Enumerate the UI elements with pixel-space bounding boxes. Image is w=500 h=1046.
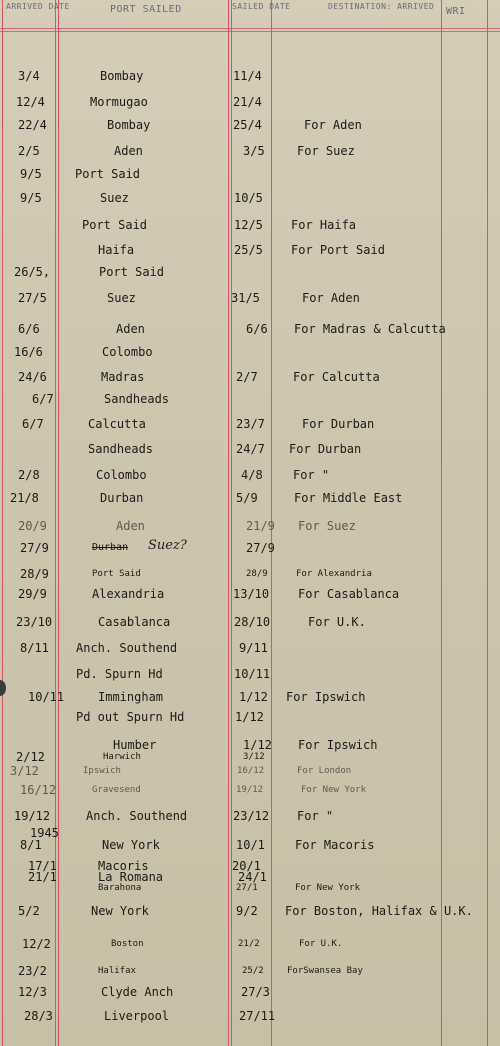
row-dest: For Haifa xyxy=(291,218,357,232)
punch-hole xyxy=(0,680,6,696)
header-rule xyxy=(0,28,500,29)
row-arrived: 19/12 xyxy=(14,809,51,823)
row-sailed: 25/2 xyxy=(242,966,264,976)
row-arrived: 3/12 xyxy=(10,764,39,778)
row-sailed: 1/12 xyxy=(235,710,264,724)
row-arrived: 10/11 xyxy=(28,690,65,704)
column-rule xyxy=(58,0,59,1046)
row-arrived: 28/3 xyxy=(24,1009,53,1023)
row-port: Port Said xyxy=(99,265,165,279)
row-port: Pd. Spurn Hd xyxy=(76,667,163,681)
row-arrived: 2/12 xyxy=(16,750,45,764)
row-dest: For Macoris xyxy=(295,838,375,852)
row-sailed: 27/3 xyxy=(241,985,270,999)
row-arrived: 21/1 xyxy=(28,870,57,884)
row-port: Durban xyxy=(100,491,144,505)
column-rule xyxy=(441,0,442,1046)
row-sailed: 2/7 xyxy=(236,370,258,384)
row-dest: For New York xyxy=(301,785,367,795)
row-port: Port Said xyxy=(82,218,148,232)
row-sailed: 16/12 xyxy=(237,766,265,776)
row-sailed: 23/12 xyxy=(233,809,270,823)
row-dest: For Casablanca xyxy=(298,587,400,601)
row-dest: For Port Said xyxy=(291,243,385,257)
row-sailed: 13/10 xyxy=(233,587,270,601)
column-rule xyxy=(55,0,56,1046)
row-sailed: 9/11 xyxy=(239,641,268,655)
row-dest: For Ipswich xyxy=(286,690,366,704)
row-dest: For New York xyxy=(295,883,361,893)
row-arrived: 16/12 xyxy=(20,783,57,797)
column-rule xyxy=(228,0,229,1046)
row-sailed: 10/11 xyxy=(234,667,271,681)
row-port: Colombo xyxy=(102,345,153,359)
row-sailed: 27/11 xyxy=(239,1009,276,1023)
row-sailed: 5/9 xyxy=(236,491,258,505)
row-port: Madras xyxy=(101,370,145,384)
row-dest: For " xyxy=(293,468,330,482)
header-destination: DESTINATION: ARRIVED xyxy=(328,2,435,11)
row-sailed: 23/7 xyxy=(236,417,265,431)
row-sailed: 1/12 xyxy=(243,738,272,752)
row-sailed: 25/4 xyxy=(233,118,262,132)
row-arrived: 23/10 xyxy=(16,615,53,629)
row-dest: For U.K. xyxy=(299,939,343,949)
row-arrived: 17/1 xyxy=(28,859,57,873)
row-port: Barahona xyxy=(98,883,142,893)
row-arrived: 12/2 xyxy=(22,937,51,951)
row-port: Durban xyxy=(92,542,129,553)
row-dest: For Calcutta xyxy=(293,370,380,384)
header-rule-2 xyxy=(0,31,500,32)
row-port: Humber xyxy=(113,738,157,752)
row-arrived: 21/8 xyxy=(10,491,39,505)
row-dest: For Durban xyxy=(289,442,362,456)
row-sailed: 19/12 xyxy=(236,785,264,795)
row-sailed: 6/6 xyxy=(246,322,268,336)
row-port: Haifa xyxy=(98,243,135,257)
row-dest: For Middle East xyxy=(294,491,403,505)
row-sailed: 3/5 xyxy=(243,144,265,158)
row-arrived: 6/6 xyxy=(18,322,40,336)
row-port: Suez xyxy=(107,291,136,305)
row-arrived: 1945 xyxy=(30,826,59,840)
row-dest: For Ipswich xyxy=(298,738,378,752)
row-port: Colombo xyxy=(96,468,147,482)
row-dest: For Aden xyxy=(302,291,360,305)
header-sailed: SAILED DATE xyxy=(232,2,291,11)
row-arrived: 12/3 xyxy=(18,985,47,999)
row-port: Gravesend xyxy=(92,785,141,795)
row-sailed: 28/9 xyxy=(246,569,268,579)
row-sailed: 10/5 xyxy=(234,191,263,205)
row-sailed: 31/5 xyxy=(231,291,260,305)
row-arrived: 3/4 xyxy=(18,69,40,83)
row-port: Harwich xyxy=(103,752,141,762)
row-port: Sandheads xyxy=(104,392,170,406)
row-dest: For Alexandria xyxy=(296,569,372,579)
row-port: Alexandria xyxy=(92,587,165,601)
row-dest: For Durban xyxy=(302,417,375,431)
row-dest: ForSwansea Bay xyxy=(287,966,363,976)
row-arrived: 12/4 xyxy=(16,95,45,109)
row-arrived: 20/9 xyxy=(18,519,47,533)
row-sailed: 10/1 xyxy=(236,838,265,852)
row-port: Port Said xyxy=(75,167,141,181)
row-arrived: 24/6 xyxy=(18,370,47,384)
row-port: Aden xyxy=(116,322,145,336)
row-sailed: 20/1 xyxy=(232,859,261,873)
row-port: Bombay xyxy=(107,118,151,132)
row-port: Suez xyxy=(100,191,129,205)
row-dest: For " xyxy=(297,809,334,823)
row-sailed: 21/2 xyxy=(238,939,260,949)
row-sailed: 21/9 xyxy=(246,519,275,533)
row-arrived: 29/9 xyxy=(18,587,47,601)
row-sailed: 1/12 xyxy=(239,690,268,704)
row-port: Mormugao xyxy=(90,95,148,109)
row-port: Calcutta xyxy=(88,417,146,431)
row-dest: For Madras & Calcutta xyxy=(294,322,446,336)
row-arrived: 6/7 xyxy=(22,417,44,431)
row-arrived: 27/5 xyxy=(18,291,47,305)
row-port: Macoris xyxy=(98,859,149,873)
row-arrived: 8/1 xyxy=(20,838,42,852)
row-sailed: 12/5 xyxy=(234,218,263,232)
row-sailed: 21/4 xyxy=(233,95,262,109)
row-dest: For Boston, Halifax & U.K. xyxy=(285,904,473,918)
row-port: Aden xyxy=(116,519,145,533)
row-arrived: 9/5 xyxy=(20,167,42,181)
row-port: Casablanca xyxy=(98,615,171,629)
column-rule xyxy=(487,0,488,1046)
row-port: Sandheads xyxy=(88,442,154,456)
row-arrived: 9/5 xyxy=(20,191,42,205)
row-port: Port Said xyxy=(92,569,141,579)
row-sailed: 27/1 xyxy=(236,883,258,893)
row-dest: For Aden xyxy=(304,118,362,132)
row-sailed: 3/12 xyxy=(243,752,265,762)
row-sailed: 4/8 xyxy=(241,468,263,482)
row-port: Bombay xyxy=(100,69,144,83)
row-arrived: 5/2 xyxy=(18,904,40,918)
column-rule xyxy=(2,0,3,1046)
row-arrived: 8/11 xyxy=(20,641,49,655)
row-port: La Romana xyxy=(98,870,164,884)
row-sailed: 24/7 xyxy=(236,442,265,456)
row-port: New York xyxy=(91,904,149,918)
row-port: Pd out Spurn Hd xyxy=(76,710,185,724)
row-port: Ipswich xyxy=(83,766,121,776)
row-sailed: 9/2 xyxy=(236,904,258,918)
row-port: Clyde Anch xyxy=(101,985,174,999)
header-arrived: ARRIVED DATE xyxy=(6,2,70,11)
header-wri: WRI xyxy=(446,6,466,17)
row-port: Liverpool xyxy=(104,1009,170,1023)
row-port: Anch. Southend xyxy=(86,809,188,823)
row-arrived: 2/8 xyxy=(18,468,40,482)
row-port: Halifax xyxy=(98,966,136,976)
header-port: PORT SAILED xyxy=(110,4,182,15)
row-sailed: 25/5 xyxy=(234,243,263,257)
row-dest: For U.K. xyxy=(308,615,366,629)
row-port: Anch. Southend xyxy=(76,641,178,655)
handwritten-suez: Suez? xyxy=(148,538,187,553)
row-arrived: 26/5, xyxy=(14,265,51,279)
row-arrived: 6/7 xyxy=(32,392,54,406)
row-port: Boston xyxy=(111,939,144,949)
row-arrived: 23/2 xyxy=(18,964,47,978)
row-arrived: 22/4 xyxy=(18,118,47,132)
row-dest: For Suez xyxy=(298,519,356,533)
row-arrived: 2/5 xyxy=(18,144,40,158)
row-arrived: 27/9 xyxy=(20,541,49,555)
row-dest: For London xyxy=(297,766,352,776)
row-dest: For Suez xyxy=(297,144,355,158)
row-arrived: 28/9 xyxy=(20,567,49,581)
row-port: Immingham xyxy=(98,690,164,704)
row-sailed: 28/10 xyxy=(234,615,271,629)
row-port: Aden xyxy=(114,144,143,158)
row-arrived: 16/6 xyxy=(14,345,43,359)
row-sailed: 11/4 xyxy=(233,69,262,83)
row-sailed: 27/9 xyxy=(246,541,275,555)
column-rule xyxy=(231,0,232,1046)
row-sailed: 24/1 xyxy=(238,870,267,884)
row-port: New York xyxy=(102,838,160,852)
